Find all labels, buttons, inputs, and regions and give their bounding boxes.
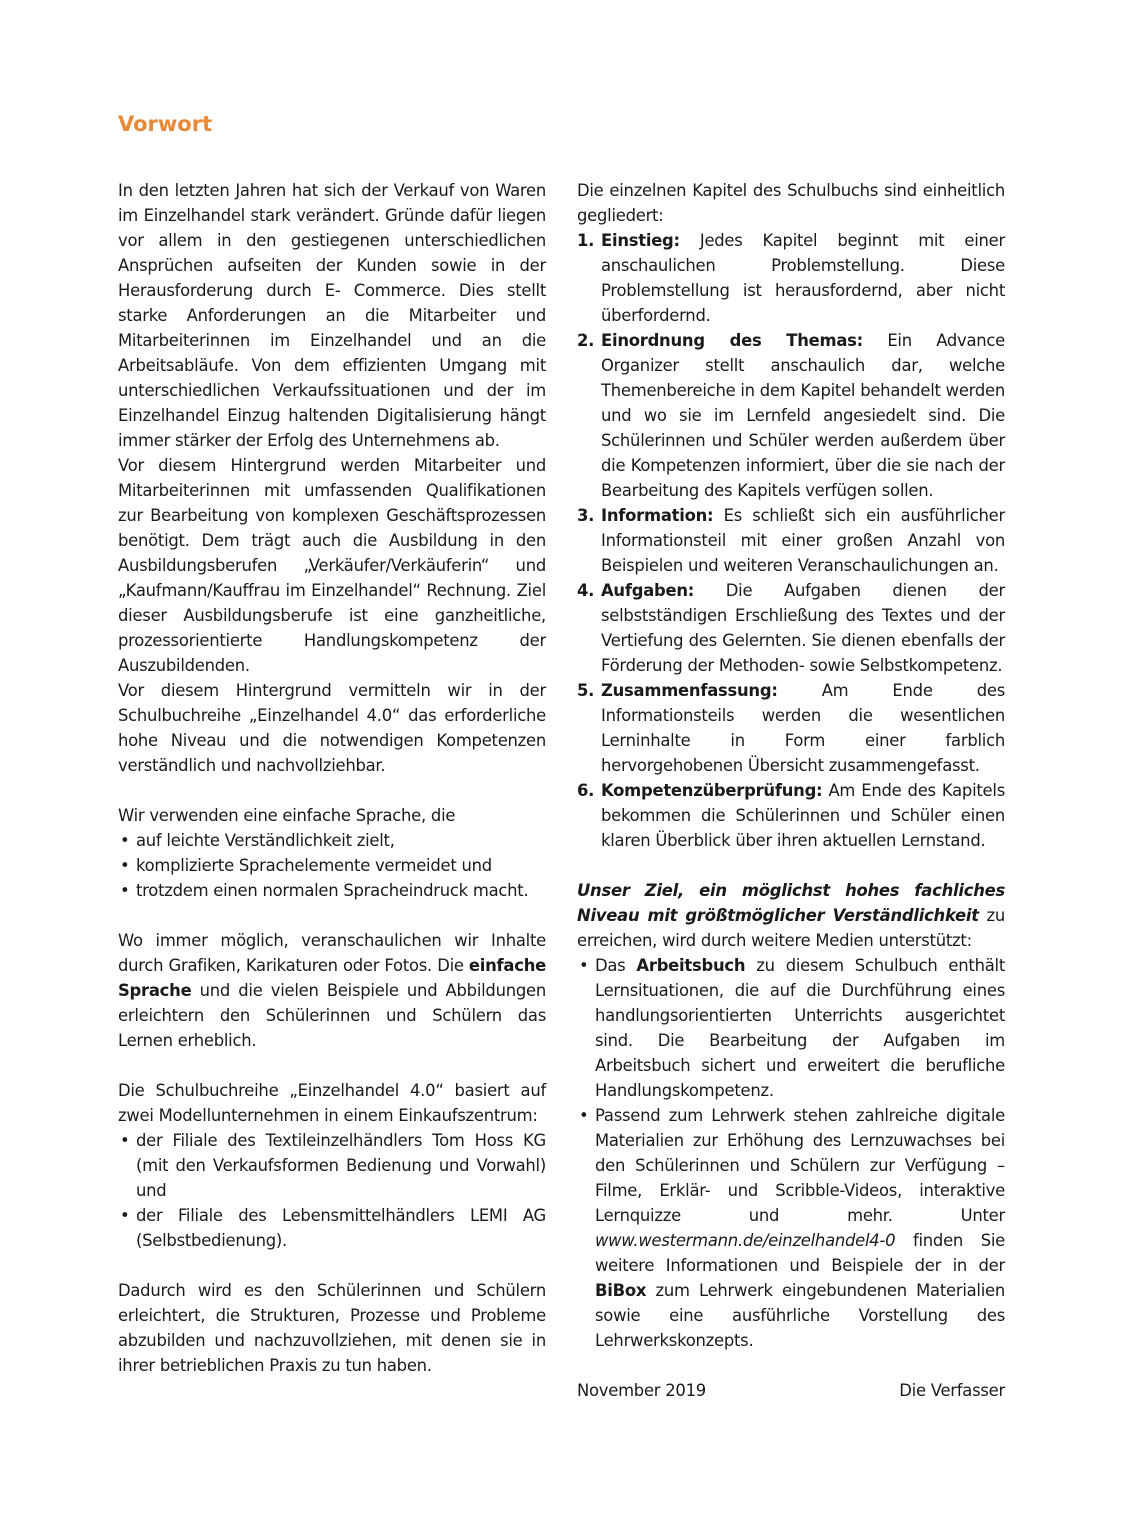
list-item: • Passend zum Lehrwerk stehen zahlreiche digitale Materialien zur Erhöhung des Lernzuwachses bei den Schülerinnen und Schülern zur Verfügung – Filme, Erklär- und Scribble-Videos, interaktive Lernquizze und mehr. Unter www.westermann.de/einzelhandel4-0 finden Sie weitere Informationen und Beispiele der in der BiBox zum Lehrwerk eingebundenen Materialien sowie eine ausführliche Vorstellung des Lehrwerkskonzepts. [577,1103,1005,1353]
paragraph: Vor diesem Hintergrund werden Mitarbeiter und Mitarbeiterinnen mit umfassenden Qualifikationen zur Bearbeitung von komplexen Geschäftsprozessen benötigt. Dem trägt auch die Ausbildung in den Ausbildungsberufen „Verkäufer/Verkäuferin“ und „Kaufmann/Kauffrau im Einzelhandel“ Rechnung. Ziel dieser Ausbildungsberufe ist eine ganzheitliche, prozessorientierte Handlungskompetenz der Auszubildenden. [118,456,546,675]
list-item: • der Filiale des Lebensmittelhändlers LEMI AG (Selbstbedienung). [118,1203,546,1253]
list-item: • trotzdem einen normalen Spracheindruck macht. [118,878,546,903]
paragraph: Wo immer möglich, veranschaulichen wir Inhalte durch Grafiken, Karikaturen oder Fotos. Die einfache Sprache und die vielen Beispiele und Abbildungen erleichtern den Schülerinnen und Schülern das Lernen erheblich. [118,931,546,1050]
right-column [577,178,1005,1403]
list-item: 5. Zusammenfassung: Am Ende des Informationsteils werden die wesentlichen Lerninhalte in Form einer farblich hervorgehobenen Übersicht zusammengefasst. [577,681,1005,775]
list-item: 1. Einstieg: Jedes Kapitel beginnt mit einer anschaulichen Problemstellung. Diese Problemstellung ist herausfordernd, aber nicht überfordernd. [577,231,1005,325]
bullet-list [118,828,546,903]
paragraph: Vor diesem Hintergrund vermitteln wir in der Schulbuchreihe „Einzelhandel 4.0“ das erforderliche hohe Niveau und die notwendigen Kompetenzen verständlich und nachvollziehbar. [118,681,546,775]
paragraph: Dadurch wird es den Schülerinnen und Schülern erleichtert, die Strukturen, Prozesse und Probleme abzubilden und nachzuvollziehen, mit denen sie in ihrer betrieblichen Praxis zu tun haben. [118,1281,546,1375]
left-column [118,178,546,1378]
list-item: 6. Kompetenzüberprüfung: Am Ende des Kapitels bekommen die Schülerinnen und Schüler einen klaren Überblick über ihren aktuellen Lernstand. [577,781,1005,850]
paragraph: Unser Ziel, ein möglichst hohes fachliches Niveau mit größtmöglicher Verständlichkeit zu erreichen, wird durch weitere Medien unterstützt: [577,881,1005,950]
list-item: • der Filiale des Textileinzelhändlers Tom Hoss KG (mit den Verkaufsformen Bedienung und Vorwahl) und [118,1128,546,1203]
date: November 2019 [577,1381,706,1400]
bullet-list [118,1128,546,1253]
paragraph: In den letzten Jahren hat sich der Verkauf von Waren im Einzelhandel stark verändert. Gründe dafür liegen vor allem in den gestiegenen unterschiedlichen Ansprüchen aufseiten der Kunden sowie in der Herausforderung durch E- Commerce. Dies stellt starke Anforderungen an die Mitarbeiter und Mitarbeiterinnen im Einzelhandel und an die Arbeitsabläufe. Von dem effizienten Umgang mit unterschiedlichen Verkaufssituationen und der im Einzelhandel Einzug haltenden Digitalisierung hängt immer stärker der Erfolg des Unternehmens ab. [118,181,546,450]
website-url: www.westermann.de/einzelhandel4-0 [595,1231,896,1250]
list-item: • auf leichte Verständlichkeit zielt, [118,828,546,853]
list-item: • komplizierte Sprachelemente vermeidet und [118,853,546,878]
list-item: • Das Arbeitsbuch zu diesem Schulbuch enthält Lernsituationen, die auf die Durchführung eines handlungsorientierten Unterrichts ausgerichtet sind. Die Bearbeitung der Aufgaben im Arbeitsbuch sichert und erweitert die berufliche Handlungskompetenz. [577,953,1005,1103]
author: Die Verfasser [899,1381,1005,1400]
bullet-list [577,953,1005,1353]
list-item: 3. Information: Es schließt sich ein ausführlicher Informationsteil mit einer großen Anzahl von Beispielen und weiteren Veranschaulichungen an. [577,506,1005,575]
paragraph: Die einzelnen Kapitel des Schulbuchs sind einheitlich gegliedert: [577,181,1005,225]
paragraph: Wir verwenden eine einfache Sprache, die [118,806,456,825]
signoff [577,1378,1005,1403]
page-title: Vorwort [118,112,213,136]
numbered-list [577,228,1005,853]
list-item: 4. Aufgaben: Die Aufgaben dienen der selbstständigen Erschließung des Textes und der Vertiefung des Gelernten. Sie dienen ebenfalls der Förderung der Methoden- sowie Selbstkompetenz. [577,581,1005,675]
paragraph: Die Schulbuchreihe „Einzelhandel 4.0“ basiert auf zwei Modellunternehmen in einem Einkaufszentrum: [118,1081,546,1125]
list-item: 2. Einordnung des Themas: Ein Advance Organizer stellt anschaulich dar, welche Themenbereiche in dem Kapitel behandelt werden und wo sie im Lernfeld angesiedelt sind. Die Schülerinnen und Schüler werden außerdem über die Kompetenzen informiert, über die sie nach der Bearbeitung des Kapitels verfügen sollen. [577,331,1006,500]
